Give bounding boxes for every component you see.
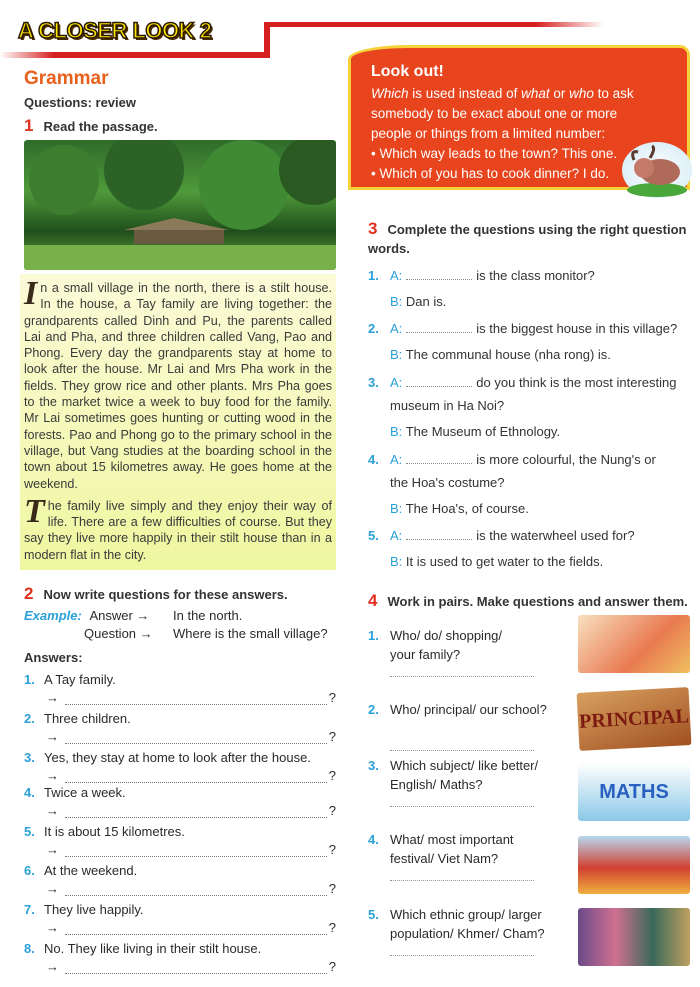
question-text: is more colourful, the Nung's or [476, 452, 656, 467]
pair-question-item [368, 756, 568, 794]
item-number: 1. [24, 672, 35, 687]
answer-blank-line[interactable] [390, 750, 534, 751]
prompt-text: English/ Maths? [390, 777, 483, 792]
arrow-icon: → [46, 842, 59, 857]
blank-line[interactable] [65, 695, 327, 705]
instruction-text: Complete the questions using the right question words. [368, 222, 687, 256]
answer-text: It is used to get water to the fields. [405, 554, 604, 569]
blank-field[interactable] [406, 463, 472, 464]
answer-blank-line[interactable] [390, 880, 534, 881]
example-question [84, 626, 153, 641]
pair-question-item [368, 830, 568, 868]
prompt-text: What/ most important [390, 832, 514, 847]
answer-item [24, 711, 336, 726]
question-write-line[interactable] [46, 729, 336, 744]
arrow-icon: → [46, 920, 59, 935]
question-write-line[interactable] [46, 842, 336, 857]
answer-item [24, 750, 336, 765]
question-text: is the class monitor? [476, 268, 595, 283]
answer-line [390, 554, 700, 569]
question-mark: ? [328, 690, 336, 705]
answer-blank-line[interactable] [390, 955, 534, 956]
header-rule [0, 52, 270, 58]
answer-text: A Tay family. [44, 672, 116, 687]
term: Which [371, 86, 409, 101]
maths-picture: MATHS [578, 763, 690, 821]
question-mark: ? [328, 768, 336, 783]
prompt-text: your family? [390, 647, 461, 662]
item-number: 5. [368, 528, 379, 543]
answer-text: It is about 15 kilometres. [44, 824, 185, 839]
buffalo-mascot-icon [622, 142, 692, 198]
pair-question-item [368, 626, 568, 664]
answer-text: Twice a week. [44, 785, 126, 800]
arrow-icon: → [139, 626, 153, 641]
stilt-house-photo [24, 140, 336, 270]
item-number: 1. [368, 268, 379, 283]
arrow-icon: → [46, 803, 59, 818]
speaker-a: A: [390, 452, 403, 467]
answer-line [390, 501, 700, 516]
exercise-2-instruction [24, 584, 288, 604]
blank-line[interactable] [65, 808, 327, 818]
section-heading: Grammar [24, 68, 109, 89]
instruction-text: Work in pairs. Make questions and answer them. [387, 594, 688, 609]
principal-sign-picture: PRINCIPAL [577, 687, 692, 751]
question-text: is the waterwheel used for? [476, 528, 635, 543]
item-number: 3. [368, 375, 379, 390]
blank-line[interactable] [65, 773, 327, 783]
prompt-text: population/ Khmer/ Cham? [390, 926, 545, 941]
blank-field[interactable] [406, 539, 472, 540]
answer-label: Answer [89, 608, 133, 623]
item-number: 4. [368, 452, 379, 467]
question-item [368, 375, 688, 390]
question-mark: ? [328, 729, 336, 744]
exercise-number: 3 [368, 219, 378, 238]
blank-field[interactable] [406, 332, 472, 333]
question-item [368, 452, 688, 467]
prompt-text: Who/ principal/ our school? [390, 702, 547, 717]
item-number: 2. [368, 321, 379, 336]
prompt-text: Which subject/ like better/ [390, 758, 539, 773]
question-write-line[interactable] [46, 959, 336, 974]
text: or [549, 86, 570, 101]
item-number: 5. [24, 824, 35, 839]
look-out-title: Look out! [371, 63, 444, 80]
exercise-4-instruction [368, 591, 688, 611]
speaker-b: B: [390, 424, 403, 439]
exercise-number: 4 [368, 591, 378, 610]
reading-passage [20, 274, 336, 570]
question-text: is the biggest house in this village? [476, 321, 678, 336]
speaker-a: A: [390, 375, 403, 390]
instruction-text: Read the passage. [43, 119, 158, 134]
speaker-b: B: [390, 347, 403, 362]
blank-line[interactable] [65, 886, 327, 896]
speaker-a: A: [390, 321, 403, 336]
answer-item [24, 672, 336, 687]
question-label: Question [84, 626, 137, 641]
item-number: 2. [368, 702, 379, 717]
exercise-1-instruction [24, 116, 158, 136]
question-text: the Hoa's costume? [390, 475, 505, 490]
example-answer [24, 608, 149, 623]
answer-item [24, 902, 336, 917]
answer-text: They live happily. [44, 902, 144, 917]
instruction-text: Now write questions for these answers. [43, 587, 288, 602]
arrow-icon: → [46, 729, 59, 744]
speaker-b: B: [390, 554, 403, 569]
look-out-example: • Which of you has to cook dinner? I do. [371, 166, 610, 181]
answer-item [24, 785, 336, 800]
question-text: do you think is the most interesting [476, 375, 677, 390]
item-number: 5. [368, 907, 379, 922]
page-title: A CLOSER LOOK 2 [18, 18, 212, 43]
speaker-b: B: [390, 294, 403, 309]
answer-text: The communal house (nha rong) is. [405, 347, 611, 362]
speaker-a: A: [390, 268, 403, 283]
answer-item [24, 824, 336, 839]
answer-line [390, 294, 700, 309]
speaker-a: A: [390, 528, 403, 543]
answer-text: No. They like living in their stilt house. [44, 941, 262, 956]
question-mark: ? [328, 920, 336, 935]
question-write-line[interactable] [46, 881, 336, 896]
arrow-icon: → [46, 690, 59, 705]
answer-text: At the weekend. [44, 863, 138, 878]
item-number: 2. [24, 711, 35, 726]
header-rule [264, 22, 604, 27]
item-number: 7. [24, 902, 35, 917]
look-out-example: • Which way leads to the town? This one. [371, 146, 618, 161]
subheading: Questions: review [24, 95, 136, 110]
speaker-b: B: [390, 501, 403, 516]
item-number: 3. [368, 758, 379, 773]
answer-text: Yes, they stay at home to look after the house. [44, 750, 311, 765]
example-answer-value: In the north. [173, 608, 243, 623]
festival-picture [578, 836, 690, 894]
drop-cap: I [24, 275, 38, 312]
passage-paragraph [24, 492, 332, 563]
example-label: Example: [24, 608, 82, 623]
pair-question-item [368, 700, 568, 738]
item-number: 3. [24, 750, 35, 765]
drop-cap: T [24, 492, 45, 530]
answers-label: Answers: [24, 650, 83, 665]
blank-line[interactable] [65, 734, 327, 744]
question-write-line[interactable] [46, 690, 336, 705]
question-write-line[interactable] [46, 768, 336, 783]
passage-paragraph [24, 275, 332, 492]
item-number: 6. [24, 863, 35, 878]
question-write-line[interactable] [46, 803, 336, 818]
term: who [569, 86, 594, 101]
answer-text: The Hoa's, of course. [405, 501, 529, 516]
arrow-icon: → [136, 608, 150, 623]
answer-text: The Museum of Ethnology. [405, 424, 561, 439]
question-mark: ? [328, 803, 336, 818]
answer-text: Three children. [44, 711, 131, 726]
answer-blank-line[interactable] [390, 676, 534, 677]
question-write-line[interactable] [46, 920, 336, 935]
text: to ask somebody to be exact about one or more people or things from a limited number: [371, 86, 634, 141]
text: is used instead of [408, 86, 522, 101]
question-text: museum in Ha Noi? [390, 398, 505, 413]
answer-item [24, 941, 336, 956]
answer-item [24, 863, 336, 878]
prompt-text: Which ethnic group/ larger [390, 907, 542, 922]
paragraph-text: he family live simply and they enjoy their way of life. There are a few difficulties of course. But they say they live more happily in their stilt house than in a modern flat in the city. [24, 498, 332, 562]
blank-field[interactable] [406, 386, 472, 387]
blank-line[interactable] [65, 925, 327, 935]
prompt-text: festival/ Viet Nam? [390, 851, 499, 866]
item-number: 4. [24, 785, 35, 800]
ethnic-group-picture [578, 908, 690, 966]
answer-line [390, 424, 700, 439]
blank-field[interactable] [406, 279, 472, 280]
blank-line[interactable] [65, 964, 327, 974]
exercise-3-instruction [368, 219, 688, 258]
item-number: 8. [24, 941, 35, 956]
arrow-icon: → [46, 768, 59, 783]
question-item [368, 268, 688, 283]
question-mark: ? [328, 881, 336, 896]
prompt-text: Who/ do/ shopping/ [390, 628, 503, 643]
question-mark: ? [328, 959, 336, 974]
paragraph-text: n a small village in the north, there is a stilt house. In the house, a Tay family are living together: the grandparents called Dinh and Pu, the parents called Lai and Pha, and three children called Vang, Pao and Phong. Every day the grandparents stay at home to look after the house. Mr Lai and Mrs Pha work in the fields. They grow rice and other plants. Mrs Pha goes to the market twice a week to buy food for the family. Mr Lai sometimes goes hunting or cutting wood in the forests. Pao and Phong go to the primary school in the village, but Vang studies at the boarding school in the town about 15 kilometres away. He goes home at the weekend. [24, 281, 332, 491]
question-item [368, 528, 688, 543]
pair-question-item [368, 905, 568, 943]
item-number: 4. [368, 832, 379, 847]
blank-line[interactable] [65, 847, 327, 857]
look-out-text [371, 84, 661, 144]
exercise-number: 1 [24, 116, 34, 135]
answer-text: Dan is. [405, 294, 447, 309]
exercise-number: 2 [24, 584, 34, 603]
arrow-icon: → [46, 959, 59, 974]
question-item [368, 321, 688, 336]
arrow-icon: → [46, 881, 59, 896]
term: what [521, 86, 550, 101]
stilt-house-illustration [24, 140, 336, 270]
answer-line [390, 347, 700, 362]
question-mark: ? [328, 842, 336, 857]
family-shopping-picture [578, 615, 690, 673]
example-question-value: Where is the small village? [173, 626, 328, 641]
answer-blank-line[interactable] [390, 806, 534, 807]
item-number: 1. [368, 628, 379, 643]
